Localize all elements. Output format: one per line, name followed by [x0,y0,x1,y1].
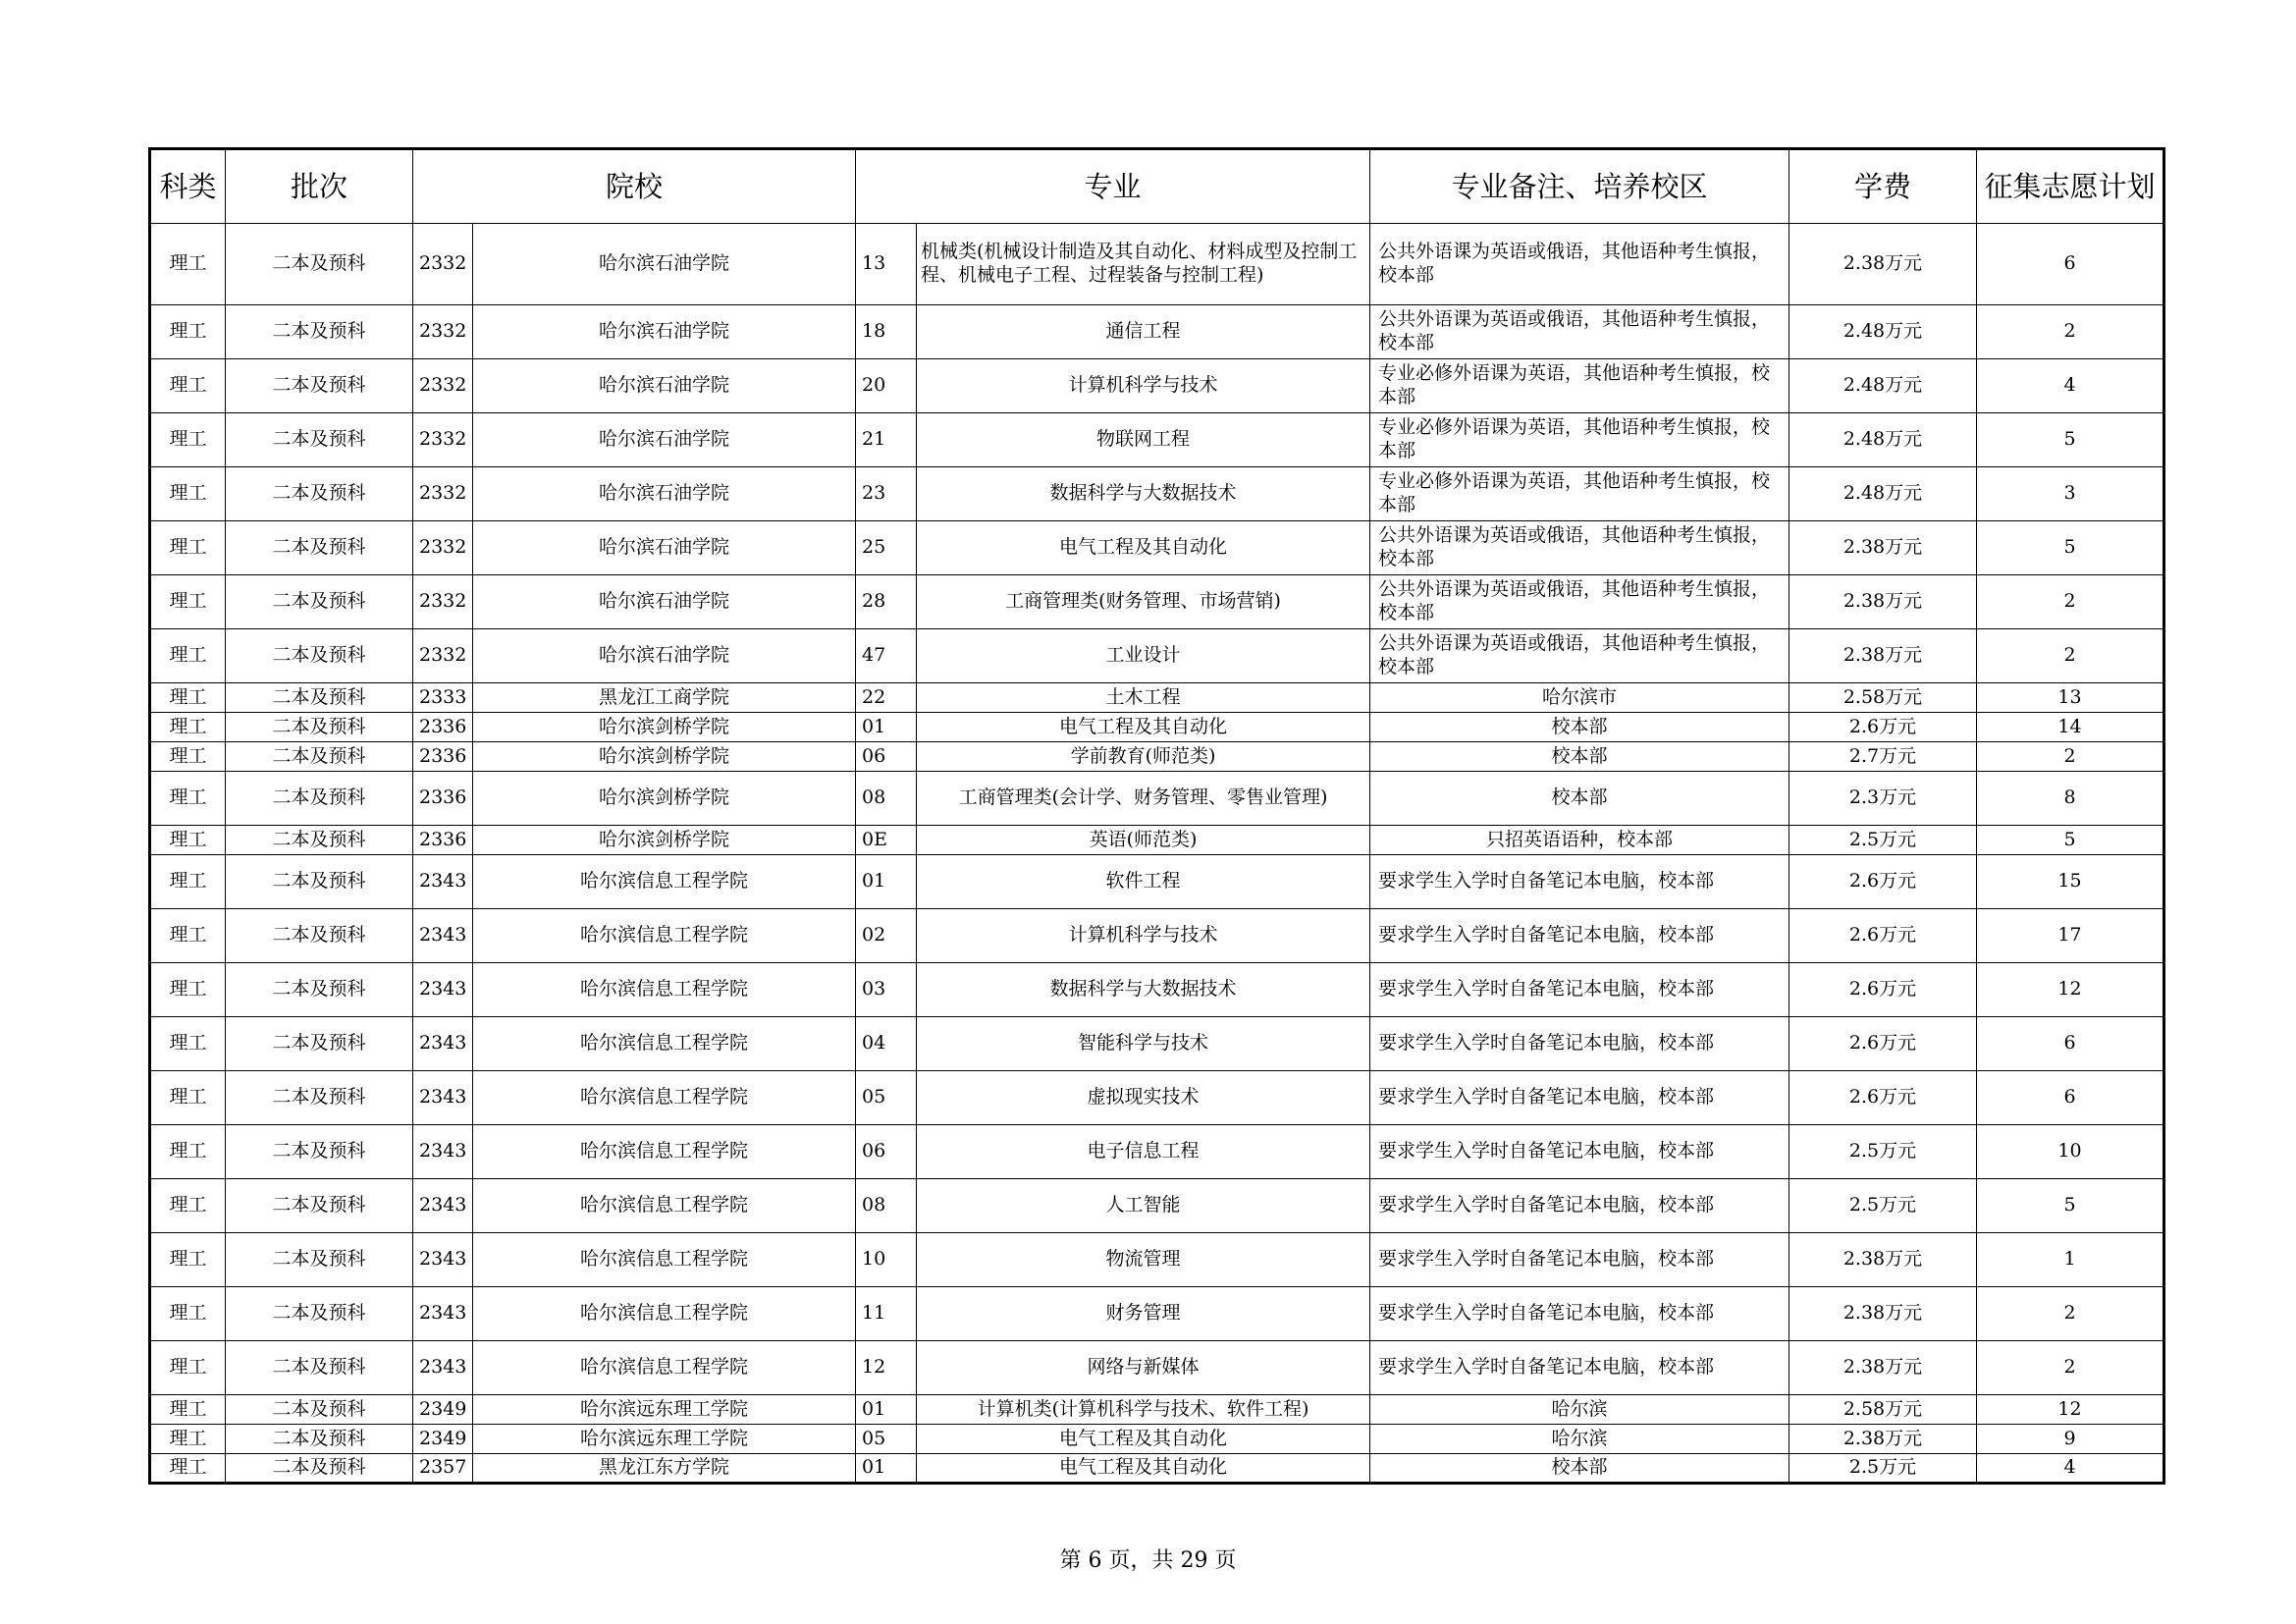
cell-batch: 二本及预科 [226,1179,413,1233]
cell-remarks: 要求学生入学时自备笔记本电脑，校本部 [1370,855,1789,909]
cell-batch: 二本及预科 [226,683,413,713]
cell-batch: 二本及预科 [226,742,413,772]
cell-remarks: 要求学生入学时自备笔记本电脑，校本部 [1370,1233,1789,1287]
cell-plan: 9 [1977,1425,2164,1454]
cell-category: 理工 [150,467,226,521]
table-row [150,359,2164,413]
cell-major-name: 智能科学与技术 [917,1017,1370,1071]
cell-remarks: 公共外语课为英语或俄语，其他语种考生慎报，校本部 [1370,575,1789,629]
cell-major-name: 土木工程 [917,683,1370,713]
cell-batch: 二本及预科 [226,1233,413,1287]
cell-category: 理工 [150,1071,226,1125]
table-row [150,467,2164,521]
cell-school-code: 2343 [413,909,473,963]
cell-major-name: 工商管理类(会计学、财务管理、零售业管理) [917,772,1370,826]
cell-tuition: 2.48万元 [1789,413,1977,467]
cell-school-code: 2336 [413,826,473,855]
cell-category: 理工 [150,1233,226,1287]
cell-batch: 二本及预科 [226,1341,413,1395]
cell-major-name: 机械类(机械设计制造及其自动化、材料成型及控制工程、机械电子工程、过程装备与控制工程) [917,224,1370,305]
cell-batch: 二本及预科 [226,1287,413,1341]
cell-school-name: 哈尔滨剑桥学院 [473,742,856,772]
cell-major-code: 05 [856,1425,917,1454]
cell-remarks: 校本部 [1370,772,1789,826]
cell-major-code: 12 [856,1341,917,1395]
cell-plan: 14 [1977,713,2164,742]
cell-tuition: 2.48万元 [1789,305,1977,359]
table-row [150,629,2164,683]
cell-plan: 13 [1977,683,2164,713]
cell-major-name: 电气工程及其自动化 [917,1454,1370,1484]
header-school: 院校 [413,149,856,224]
cell-batch: 二本及预科 [226,1395,413,1425]
cell-remarks: 哈尔滨市 [1370,683,1789,713]
cell-category: 理工 [150,305,226,359]
cell-category: 理工 [150,1287,226,1341]
cell-category: 理工 [150,772,226,826]
cell-school-code: 2343 [413,1179,473,1233]
cell-tuition: 2.38万元 [1789,1287,1977,1341]
cell-category: 理工 [150,413,226,467]
cell-major-code: 22 [856,683,917,713]
cell-category: 理工 [150,521,226,575]
table-header-row [150,149,2164,224]
cell-school-code: 2332 [413,224,473,305]
cell-category: 理工 [150,224,226,305]
table-row [150,963,2164,1017]
cell-school-name: 哈尔滨远东理工学院 [473,1425,856,1454]
cell-category: 理工 [150,1454,226,1484]
table-body [150,224,2164,1484]
cell-plan: 8 [1977,772,2164,826]
cell-remarks: 要求学生入学时自备笔记本电脑，校本部 [1370,1179,1789,1233]
cell-school-code: 2332 [413,467,473,521]
cell-plan: 12 [1977,1395,2164,1425]
table-row [150,1425,2164,1454]
cell-category: 理工 [150,963,226,1017]
cell-major-name: 工业设计 [917,629,1370,683]
cell-tuition: 2.48万元 [1789,467,1977,521]
cell-school-name: 黑龙江工商学院 [473,683,856,713]
cell-batch: 二本及预科 [226,521,413,575]
cell-major-name: 软件工程 [917,855,1370,909]
cell-major-code: 25 [856,521,917,575]
cell-school-name: 哈尔滨石油学院 [473,305,856,359]
cell-batch: 二本及预科 [226,1017,413,1071]
cell-school-code: 2336 [413,772,473,826]
cell-remarks: 哈尔滨 [1370,1395,1789,1425]
cell-tuition: 2.5万元 [1789,1125,1977,1179]
cell-school-name: 哈尔滨信息工程学院 [473,963,856,1017]
cell-category: 理工 [150,1341,226,1395]
cell-tuition: 2.38万元 [1789,575,1977,629]
cell-major-code: 05 [856,1071,917,1125]
cell-major-name: 计算机科学与技术 [917,909,1370,963]
cell-batch: 二本及预科 [226,909,413,963]
cell-school-code: 2343 [413,1071,473,1125]
cell-school-code: 2343 [413,1125,473,1179]
table-row [150,1017,2164,1071]
cell-major-name: 电气工程及其自动化 [917,1425,1370,1454]
cell-major-code: 0E [856,826,917,855]
cell-batch: 二本及预科 [226,359,413,413]
cell-category: 理工 [150,855,226,909]
cell-remarks: 只招英语语种，校本部 [1370,826,1789,855]
cell-batch: 二本及预科 [226,305,413,359]
cell-plan: 2 [1977,305,2164,359]
cell-plan: 2 [1977,1287,2164,1341]
cell-school-code: 2332 [413,575,473,629]
cell-school-code: 2336 [413,742,473,772]
table-row [150,1287,2164,1341]
cell-major-name: 数据科学与大数据技术 [917,467,1370,521]
cell-batch: 二本及预科 [226,963,413,1017]
cell-major-name: 计算机科学与技术 [917,359,1370,413]
cell-tuition: 2.58万元 [1789,1395,1977,1425]
cell-tuition: 2.5万元 [1789,826,1977,855]
cell-school-code: 2349 [413,1395,473,1425]
cell-batch: 二本及预科 [226,1454,413,1484]
cell-batch: 二本及预科 [226,855,413,909]
table-row [150,826,2164,855]
header-plan: 征集志愿计划 [1977,149,2164,224]
cell-batch: 二本及预科 [226,1125,413,1179]
table-row [150,305,2164,359]
cell-major-name: 通信工程 [917,305,1370,359]
cell-school-name: 哈尔滨石油学院 [473,413,856,467]
cell-school-name: 哈尔滨信息工程学院 [473,1017,856,1071]
cell-major-code: 47 [856,629,917,683]
cell-major-code: 06 [856,742,917,772]
header-remarks: 专业备注、培养校区 [1370,149,1789,224]
cell-tuition: 2.38万元 [1789,521,1977,575]
cell-remarks: 要求学生入学时自备笔记本电脑，校本部 [1370,1017,1789,1071]
cell-major-name: 电子信息工程 [917,1125,1370,1179]
table-row [150,713,2164,742]
cell-major-code: 01 [856,1395,917,1425]
cell-plan: 6 [1977,1017,2164,1071]
cell-plan: 2 [1977,629,2164,683]
cell-school-name: 哈尔滨石油学院 [473,575,856,629]
cell-batch: 二本及预科 [226,467,413,521]
cell-remarks: 专业必修外语课为英语，其他语种考生慎报，校本部 [1370,467,1789,521]
cell-category: 理工 [150,1017,226,1071]
cell-category: 理工 [150,575,226,629]
cell-remarks: 要求学生入学时自备笔记本电脑，校本部 [1370,1071,1789,1125]
header-tuition: 学费 [1789,149,1977,224]
cell-major-code: 20 [856,359,917,413]
cell-category: 理工 [150,826,226,855]
cell-school-name: 哈尔滨信息工程学院 [473,1287,856,1341]
cell-school-code: 2343 [413,1341,473,1395]
cell-major-code: 06 [856,1125,917,1179]
cell-major-code: 02 [856,909,917,963]
cell-batch: 二本及预科 [226,713,413,742]
cell-tuition: 2.58万元 [1789,683,1977,713]
cell-tuition: 2.38万元 [1789,224,1977,305]
cell-major-code: 08 [856,1179,917,1233]
cell-major-name: 人工智能 [917,1179,1370,1233]
cell-category: 理工 [150,359,226,413]
cell-batch: 二本及预科 [226,1425,413,1454]
cell-tuition: 2.38万元 [1789,1233,1977,1287]
cell-school-name: 哈尔滨信息工程学院 [473,855,856,909]
header-batch: 批次 [226,149,413,224]
cell-category: 理工 [150,909,226,963]
cell-plan: 3 [1977,467,2164,521]
table-row [150,742,2164,772]
cell-remarks: 要求学生入学时自备笔记本电脑，校本部 [1370,1287,1789,1341]
cell-plan: 1 [1977,1233,2164,1287]
cell-school-code: 2343 [413,1287,473,1341]
cell-major-code: 01 [856,1454,917,1484]
admission-plan-table [148,147,2165,1485]
cell-category: 理工 [150,683,226,713]
cell-school-code: 2332 [413,305,473,359]
cell-remarks: 要求学生入学时自备笔记本电脑，校本部 [1370,1341,1789,1395]
cell-major-name: 数据科学与大数据技术 [917,963,1370,1017]
cell-major-code: 18 [856,305,917,359]
cell-batch: 二本及预科 [226,575,413,629]
cell-category: 理工 [150,1395,226,1425]
cell-major-name: 物联网工程 [917,413,1370,467]
cell-major-name: 网络与新媒体 [917,1341,1370,1395]
table-row [150,1341,2164,1395]
cell-plan: 4 [1977,1454,2164,1484]
cell-plan: 10 [1977,1125,2164,1179]
cell-tuition: 2.6万元 [1789,963,1977,1017]
table-row [150,1125,2164,1179]
cell-major-code: 23 [856,467,917,521]
table-row [150,855,2164,909]
cell-school-name: 黑龙江东方学院 [473,1454,856,1484]
table-row [150,521,2164,575]
cell-major-name: 财务管理 [917,1287,1370,1341]
cell-plan: 4 [1977,359,2164,413]
cell-batch: 二本及预科 [226,224,413,305]
page-number: 第 6 页，共 29 页 [1059,1548,1237,1573]
cell-major-name: 虚拟现实技术 [917,1071,1370,1125]
cell-school-name: 哈尔滨剑桥学院 [473,713,856,742]
cell-category: 理工 [150,1125,226,1179]
cell-plan: 6 [1977,224,2164,305]
cell-school-code: 2332 [413,521,473,575]
table-row [150,909,2164,963]
table-row [150,1071,2164,1125]
cell-school-name: 哈尔滨信息工程学院 [473,1179,856,1233]
cell-school-name: 哈尔滨信息工程学院 [473,1341,856,1395]
cell-tuition: 2.6万元 [1789,855,1977,909]
cell-major-name: 电气工程及其自动化 [917,521,1370,575]
cell-tuition: 2.38万元 [1789,1341,1977,1395]
cell-school-code: 2343 [413,1233,473,1287]
cell-tuition: 2.3万元 [1789,772,1977,826]
cell-plan: 2 [1977,742,2164,772]
cell-remarks: 校本部 [1370,713,1789,742]
table-row [150,1395,2164,1425]
cell-school-name: 哈尔滨石油学院 [473,629,856,683]
cell-school-name: 哈尔滨信息工程学院 [473,1071,856,1125]
table-row [150,1179,2164,1233]
cell-remarks: 专业必修外语课为英语，其他语种考生慎报，校本部 [1370,413,1789,467]
cell-plan: 6 [1977,1071,2164,1125]
cell-category: 理工 [150,629,226,683]
cell-tuition: 2.48万元 [1789,359,1977,413]
cell-batch: 二本及预科 [226,826,413,855]
cell-remarks: 要求学生入学时自备笔记本电脑，校本部 [1370,963,1789,1017]
cell-tuition: 2.5万元 [1789,1454,1977,1484]
cell-school-code: 2332 [413,629,473,683]
cell-school-name: 哈尔滨石油学院 [473,359,856,413]
cell-remarks: 要求学生入学时自备笔记本电脑，校本部 [1370,909,1789,963]
cell-major-code: 04 [856,1017,917,1071]
cell-remarks: 要求学生入学时自备笔记本电脑，校本部 [1370,1125,1789,1179]
cell-school-name: 哈尔滨剑桥学院 [473,826,856,855]
cell-tuition: 2.7万元 [1789,742,1977,772]
cell-tuition: 2.38万元 [1789,1425,1977,1454]
cell-school-code: 2332 [413,413,473,467]
cell-major-code: 01 [856,713,917,742]
cell-major-code: 13 [856,224,917,305]
cell-plan: 5 [1977,826,2164,855]
cell-plan: 5 [1977,521,2164,575]
cell-remarks: 公共外语课为英语或俄语，其他语种考生慎报，校本部 [1370,224,1789,305]
cell-tuition: 2.38万元 [1789,629,1977,683]
cell-major-code: 21 [856,413,917,467]
header-major: 专业 [856,149,1370,224]
cell-remarks: 公共外语课为英语或俄语，其他语种考生慎报，校本部 [1370,629,1789,683]
cell-school-code: 2343 [413,1017,473,1071]
cell-category: 理工 [150,1179,226,1233]
cell-remarks: 哈尔滨 [1370,1425,1789,1454]
cell-plan: 5 [1977,413,2164,467]
table-row [150,413,2164,467]
cell-major-code: 01 [856,855,917,909]
cell-category: 理工 [150,742,226,772]
cell-tuition: 2.6万元 [1789,713,1977,742]
cell-major-name: 工商管理类(财务管理、市场营销) [917,575,1370,629]
cell-school-name: 哈尔滨远东理工学院 [473,1395,856,1425]
cell-major-code: 10 [856,1233,917,1287]
cell-major-name: 电气工程及其自动化 [917,713,1370,742]
cell-school-code: 2332 [413,359,473,413]
table-row [150,224,2164,305]
cell-category: 理工 [150,1425,226,1454]
cell-plan: 15 [1977,855,2164,909]
cell-tuition: 2.6万元 [1789,1017,1977,1071]
cell-major-code: 03 [856,963,917,1017]
cell-school-code: 2343 [413,855,473,909]
cell-school-name: 哈尔滨信息工程学院 [473,1233,856,1287]
cell-school-code: 2357 [413,1454,473,1484]
table-row [150,772,2164,826]
cell-batch: 二本及预科 [226,772,413,826]
cell-school-name: 哈尔滨石油学院 [473,467,856,521]
cell-batch: 二本及预科 [226,1071,413,1125]
cell-remarks: 公共外语课为英语或俄语，其他语种考生慎报，校本部 [1370,305,1789,359]
cell-school-code: 2333 [413,683,473,713]
header-category: 科类 [150,149,226,224]
cell-major-code: 28 [856,575,917,629]
cell-major-name: 物流管理 [917,1233,1370,1287]
cell-school-name: 哈尔滨石油学院 [473,521,856,575]
cell-school-code: 2349 [413,1425,473,1454]
cell-school-name: 哈尔滨石油学院 [473,224,856,305]
table-row [150,1233,2164,1287]
cell-school-name: 哈尔滨剑桥学院 [473,772,856,826]
table-row [150,683,2164,713]
cell-batch: 二本及预科 [226,413,413,467]
cell-plan: 2 [1977,575,2164,629]
cell-remarks: 专业必修外语课为英语，其他语种考生慎报，校本部 [1370,359,1789,413]
cell-remarks: 公共外语课为英语或俄语，其他语种考生慎报，校本部 [1370,521,1789,575]
cell-major-code: 11 [856,1287,917,1341]
cell-plan: 5 [1977,1179,2164,1233]
cell-tuition: 2.5万元 [1789,1179,1977,1233]
cell-school-code: 2336 [413,713,473,742]
cell-plan: 12 [1977,963,2164,1017]
cell-remarks: 校本部 [1370,742,1789,772]
cell-batch: 二本及预科 [226,629,413,683]
cell-plan: 2 [1977,1341,2164,1395]
cell-school-code: 2343 [413,963,473,1017]
cell-remarks: 校本部 [1370,1454,1789,1484]
cell-category: 理工 [150,713,226,742]
cell-tuition: 2.6万元 [1789,1071,1977,1125]
cell-major-name: 计算机类(计算机科学与技术、软件工程) [917,1395,1370,1425]
cell-major-name: 英语(师范类) [917,826,1370,855]
table-row [150,575,2164,629]
cell-school-name: 哈尔滨信息工程学院 [473,909,856,963]
cell-school-name: 哈尔滨信息工程学院 [473,1125,856,1179]
cell-tuition: 2.6万元 [1789,909,1977,963]
cell-major-code: 08 [856,772,917,826]
table-row [150,1454,2164,1484]
cell-plan: 17 [1977,909,2164,963]
cell-major-name: 学前教育(师范类) [917,742,1370,772]
